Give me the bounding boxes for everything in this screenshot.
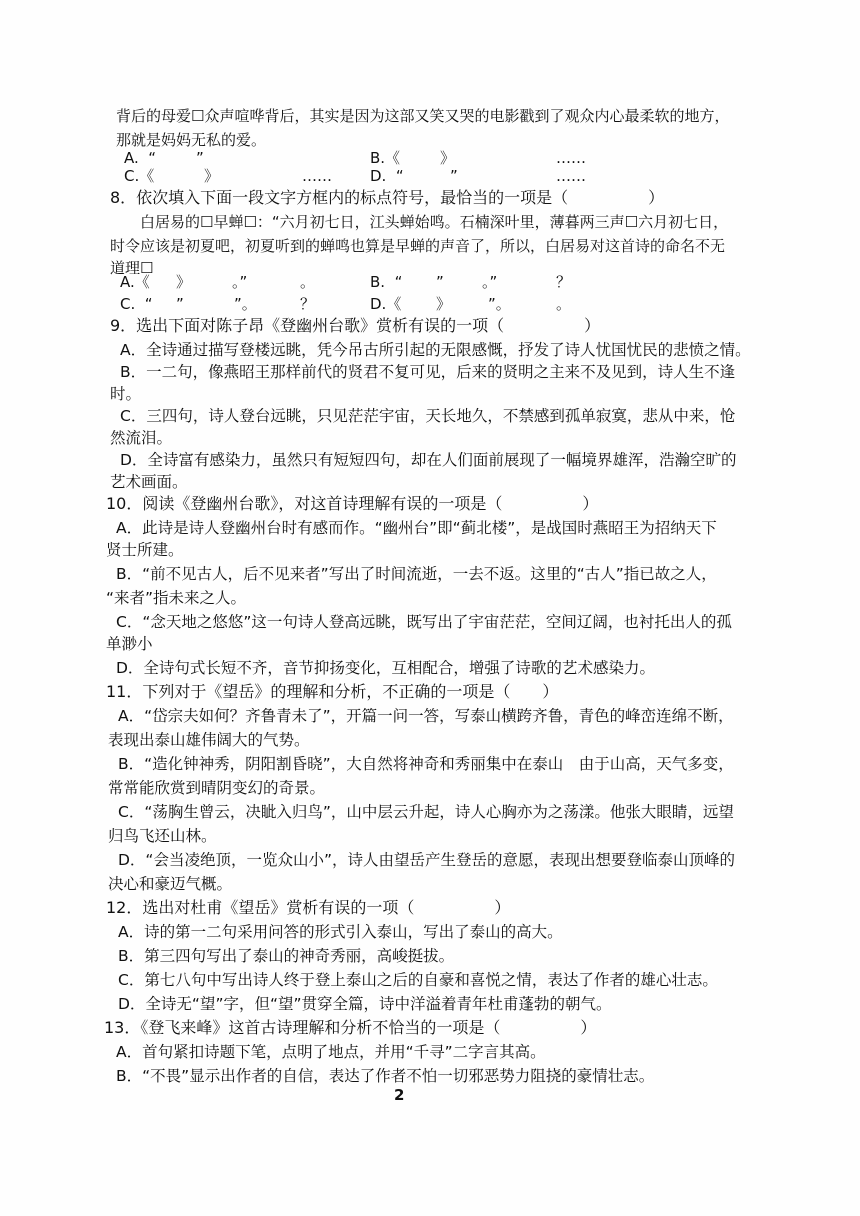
q7-option-a-p2: ” (196, 149, 204, 167)
q11-option-b-line-1[interactable]: B．“造化钟神秀，阴阳割昏晓”，大自然将神奇和秀丽集中在泰山 由于山高，天气多变， (118, 755, 734, 773)
q7-option-c-p1: C.《 (124, 167, 155, 185)
q11-option-d-line-2: 决心和豪迈气概。 (108, 875, 233, 893)
q10-option-c-line-1[interactable]: C．“念天地之悠悠”这一句诗人登高远眺，既写出了宇宙茫茫，空间辽阔，也衬托出人的孤 (116, 613, 732, 631)
q8-option-b-p3: 。” (482, 273, 498, 291)
q12-option-c[interactable]: C．第七八句中写出诗人终于登上泰山之后的自豪和喜悦之情，表达了作者的雄心壮志。 (118, 971, 718, 989)
q12-option-a[interactable]: A．诗的第一二句采用问答的形式引入泰山，写出了泰山的高大。 (118, 923, 563, 941)
q11-option-d-line-1[interactable]: D．“会当凌绝顶，一览众山小”，诗人由望岳产生登岳的意愿，表现出想要登临泰山顶峰的 (118, 851, 735, 869)
q10-option-b-line-1[interactable]: B．“前不见古人，后不见来者”写出了时间流逝，一去不返。这里的“古人”指已故之人， (116, 565, 717, 583)
q7-option-d-p2: ” (450, 167, 458, 185)
q11-option-a-line-1[interactable]: A．“岱宗夫如何？齐鲁青未了”，开篇一问一答，写泰山横跨齐鲁，青色的峰峦连绵不断， (118, 707, 734, 725)
q11-stem: 11．下列对于《望岳》的理解和分析，不正确的一项是（ ） (106, 682, 559, 701)
q8-passage-line-3: 道理☐ (110, 259, 154, 277)
q9-option-d-line-2: 艺术画面。 (110, 473, 188, 491)
q11-option-c-line-2: 归鸟飞还山林。 (108, 827, 217, 845)
q8-option-d-p4: 。 (556, 295, 572, 313)
q9-stem: 9．选出下面对陈子昂《登幽州台歌》赏析有误的一项（ ） (110, 316, 601, 335)
q7-option-c-p2: 》 (204, 167, 220, 185)
q8-option-a-p2: 》 (176, 273, 192, 291)
q7-continuation-line-2: 那就是妈妈无私的爱。 (116, 131, 267, 149)
q8-option-a-p1: A.《 (120, 273, 150, 291)
q12-option-d[interactable]: D．全诗无“望”字，但“望”贯穿全篇，诗中洋溢着青年杜甫蓬勃的朝气。 (118, 995, 612, 1013)
q11-option-c-line-1[interactable]: C．“荡胸生曾云，决眦入归鸟”，山中层云升起，诗人心胸亦为之荡漾。他张大眼睛，远望 (118, 803, 734, 821)
q7-option-b-p3: …… (556, 149, 586, 167)
q8-option-c-p3: ”。 (234, 295, 257, 313)
q9-option-a[interactable]: A．全诗通过描写登楼远眺，凭今吊古所引起的无限感慨，抒发了诗人忧国忧民的悲愤之情。 (120, 341, 751, 359)
q8-option-d-p3: ”。 (488, 295, 511, 313)
q9-option-c-line-1[interactable]: C．三四句，诗人登台远眺，只见茫茫宇宙，天长地久，不禁感到孤单寂寞，悲从中来，怆 (120, 407, 736, 425)
q8-option-b-p1: B. “ (370, 273, 403, 291)
q9-option-d-line-1[interactable]: D．全诗富有感染力，虽然只有短短四句，却在人们面前展现了一幅境界雄浑，浩瀚空旷的 (120, 451, 737, 469)
page-number: 2 (394, 1086, 405, 1104)
q9-option-b-line-1[interactable]: B．一二句，像燕昭王那样前代的贤君不复可见，后来的贤明之主来不及见到，诗人生不逢 (120, 363, 736, 381)
q9-option-c-line-2: 然流泪。 (110, 429, 173, 447)
q8-passage-line-2: 时令应该是初夏吧，初夏听到的蝉鸣也算是早蝉的声音了，所以，白居易对这首诗的命名不无 (110, 237, 726, 255)
q10-option-d[interactable]: D．全诗句式长短不齐，音节抑扬变化，互相配合，增强了诗歌的艺术感染力。 (116, 659, 655, 677)
q8-option-b-p4: ？ (556, 273, 572, 291)
q12-stem: 12．选出对杜甫《望岳》赏析有误的一项（ ） (106, 898, 511, 917)
q8-option-a-p3: 。” (232, 273, 248, 291)
q8-passage-line-1: 白居易的☐早蝉☐：“六月初七日，江头蝉始鸣。石楠深叶里，薄暮两三声☐六月初七日， (140, 213, 729, 231)
q10-option-a-line-1[interactable]: A．此诗是诗人登幽州台时有感而作。“幽州台”即“蓟北楼”，是战国时燕昭王为招纳天下 (116, 519, 717, 537)
q8-option-d-p2: 》 (436, 295, 452, 313)
q11-option-a-line-2: 表现出泰山雄伟阔大的气势。 (108, 731, 310, 749)
q7-option-d-p1: D. “ (370, 167, 404, 185)
q13-stem: 13．《登飞来峰》这首古诗理解和分析不恰当的一项是（ ） (104, 1018, 597, 1037)
q10-stem: 10．阅读《登幽州台歌》，对这首诗理解有误的一项是（ ） (106, 494, 599, 513)
q10-option-b-line-2: “来者”指未来之人。 (106, 589, 247, 607)
q9-option-b-line-2: 时。 (110, 385, 142, 403)
q13-option-b[interactable]: B．“不畏”显示出作者的自信，表达了作者不怕一切邪恶势力阻挠的豪情壮志。 (116, 1067, 655, 1085)
q7-option-c-p3: …… (302, 167, 332, 185)
q11-option-b-line-2: 常常能欣赏到晴阴变幻的奇景。 (108, 779, 326, 797)
q8-option-b-p2: ” (436, 273, 444, 291)
q8-option-d-p1: D.《 (370, 295, 402, 313)
q8-option-c-p2: ” (176, 295, 184, 313)
q7-option-b-p2: 》 (440, 149, 456, 167)
q8-stem: 8．依次填入下面一段文字方框内的标点符号，最恰当的一项是（ ） (110, 188, 665, 207)
q7-option-a-p1: A. “ (124, 149, 157, 167)
q8-option-a-p4: 。 (300, 273, 316, 291)
q8-option-c-p1: C. “ (120, 295, 153, 313)
q10-option-a-line-2: 贤士所建。 (106, 541, 184, 559)
q7-option-d-p3: …… (556, 167, 586, 185)
q8-option-c-p4: ？ (300, 295, 316, 313)
q7-option-b-p1: B.《 (370, 149, 401, 167)
q12-option-b[interactable]: B．第三四句写出了泰山的神奇秀丽，高峻挺拔。 (118, 947, 455, 965)
q10-option-c-line-2: 单渺小 (106, 635, 153, 653)
q13-option-a[interactable]: A．首句紧扣诗题下笔，点明了地点，并用“千寻”二字言其高。 (116, 1043, 546, 1061)
q7-continuation-line-1: 背后的母爱☐众声喧哗背后，其实是因为这部又笑又哭的电影戳到了观众内心最柔软的地方， (116, 107, 730, 125)
